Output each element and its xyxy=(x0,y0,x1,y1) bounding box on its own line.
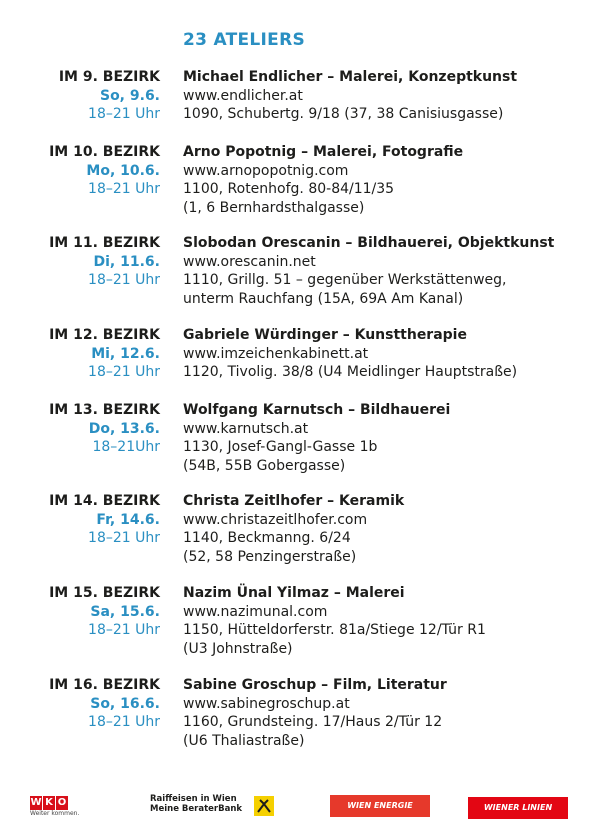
website-link[interactable]: www.karnutsch.at xyxy=(183,420,309,437)
date-label: Sa, 15.6. xyxy=(90,603,160,620)
raiffeisen-logo xyxy=(150,794,280,824)
artist-name: Christa Zeitlhofer – Keramik xyxy=(183,493,405,509)
entry-schedule xyxy=(49,326,160,382)
address-line: 1150, Hütteldorferstr. 81a/Stiege 12/Tür R1 xyxy=(183,622,486,638)
district-label: IM 12. BEZIRK xyxy=(49,327,160,343)
time-label: 18–21 Uhr xyxy=(88,272,160,288)
wien-energie-logo: WIEN ENERGIE xyxy=(330,795,430,817)
time-label: 18–21 Uhr xyxy=(88,714,160,730)
entry-schedule xyxy=(49,676,160,732)
website-link[interactable]: www.endlicher.at xyxy=(183,87,303,104)
time-label: 18–21Uhr xyxy=(92,439,160,455)
date-label: Mi, 12.6. xyxy=(91,345,160,362)
date-label: Mo, 10.6. xyxy=(86,162,160,179)
artist-name: Nazim Ünal Yilmaz – Malerei xyxy=(183,585,405,601)
entry-schedule xyxy=(49,584,160,640)
artist-name: Slobodan Orescanin – Bildhauerei, Objektkunst xyxy=(183,235,555,251)
address-line: unterm Rauchfang (15A, 69A Am Kanal) xyxy=(183,290,464,307)
address-line: (52, 58 Penzingerstraße) xyxy=(183,548,357,565)
address-line: 1090, Schubertg. 9/18 (37, 38 Canisiusgasse) xyxy=(183,106,504,122)
artist-name: Gabriele Würdinger – Kunsttherapie xyxy=(183,327,467,343)
address-line: (U6 Thaliastraße) xyxy=(183,732,305,749)
website-link[interactable]: www.imzeichenkabinett.at xyxy=(183,345,369,362)
website-link[interactable]: www.nazimunal.com xyxy=(183,603,328,620)
address-line: 1130, Josef-Gangl-Gasse 1b xyxy=(183,439,378,455)
wko-logo xyxy=(30,790,100,820)
address-line: 1140, Beckmanng. 6/24 xyxy=(183,530,351,546)
entry-schedule xyxy=(49,143,160,199)
district-label: IM 15. BEZIRK xyxy=(49,585,160,601)
wko-letter-k: K xyxy=(43,796,55,810)
district-label: IM 9. BEZIRK xyxy=(58,69,160,85)
entry-schedule xyxy=(49,492,160,548)
entry-schedule xyxy=(49,234,160,290)
sponsor-footer xyxy=(0,780,595,830)
time-label: 18–21 Uhr xyxy=(88,106,160,122)
wiener-linien-logo: WIENER LINIEN xyxy=(468,797,568,819)
time-label: 18–21 Uhr xyxy=(88,181,160,197)
entry-details xyxy=(183,401,450,475)
address-line: (54B, 55B Gobergasse) xyxy=(183,457,346,474)
date-label: Di, 11.6. xyxy=(93,253,160,270)
entry-details xyxy=(183,676,447,750)
address-line: (1, 6 Bernhardsthalgasse) xyxy=(183,199,365,216)
artist-name: Wolfgang Karnutsch – Bildhauerei xyxy=(183,402,451,418)
artist-name: Arno Popotnig – Malerei, Fotografie xyxy=(183,144,464,160)
date-label: Fr, 14.6. xyxy=(96,511,160,528)
date-label: So, 16.6. xyxy=(90,695,160,712)
entry-details xyxy=(183,326,517,382)
address-line: 1100, Rotenhofg. 80-84/11/35 xyxy=(183,181,395,197)
raiffeisen-gable-icon xyxy=(254,796,274,816)
district-label: IM 16. BEZIRK xyxy=(49,677,160,693)
time-label: 18–21 Uhr xyxy=(88,530,160,546)
wko-slogan: Weiter kommen. xyxy=(30,810,80,817)
time-label: 18–21 Uhr xyxy=(88,622,160,638)
time-label: 18–21 Uhr xyxy=(88,364,160,380)
raiffeisen-line-1: Raiffeisen in Wien xyxy=(150,794,237,804)
district-label: IM 14. BEZIRK xyxy=(49,493,160,509)
entry-schedule xyxy=(59,68,160,124)
wko-letter-o: O xyxy=(57,797,67,808)
artist-name: Sabine Groschup – Film, Literatur xyxy=(183,677,447,693)
website-link[interactable]: www.sabinegroschup.at xyxy=(183,695,350,712)
entry-details xyxy=(183,234,554,308)
address-line: 1120, Tivolig. 38/8 (U4 Meidlinger Hauptstraße) xyxy=(183,364,518,380)
district-label: IM 13. BEZIRK xyxy=(49,402,160,418)
address-line: 1160, Grundsteing. 17/Haus 2/Tür 12 xyxy=(183,714,443,730)
wko-letter-w: W xyxy=(30,797,42,808)
entry-details xyxy=(183,68,517,124)
entry-details xyxy=(183,492,404,566)
address-line: (U3 Johnstraße) xyxy=(183,640,293,657)
page-title: 23 ATELIERS xyxy=(183,30,306,50)
website-link[interactable]: www.orescanin.net xyxy=(183,253,316,270)
entry-details xyxy=(183,143,463,217)
entry-details xyxy=(183,584,486,658)
date-label: So, 9.6. xyxy=(99,87,160,104)
address-line: 1110, Grillg. 51 – gegenüber Werkstättenweg, xyxy=(183,272,507,288)
website-link[interactable]: www.arnopopotnig.com xyxy=(183,162,349,179)
district-label: IM 11. BEZIRK xyxy=(49,235,160,251)
district-label: IM 10. BEZIRK xyxy=(49,144,160,160)
entry-schedule xyxy=(49,401,160,457)
date-label: Do, 13.6. xyxy=(88,420,160,437)
raiffeisen-line-2: Meine BeraterBank xyxy=(150,804,243,814)
artist-name: Michael Endlicher – Malerei, Konzeptkunst xyxy=(183,69,518,85)
website-link[interactable]: www.christazeitlhofer.com xyxy=(183,511,368,528)
